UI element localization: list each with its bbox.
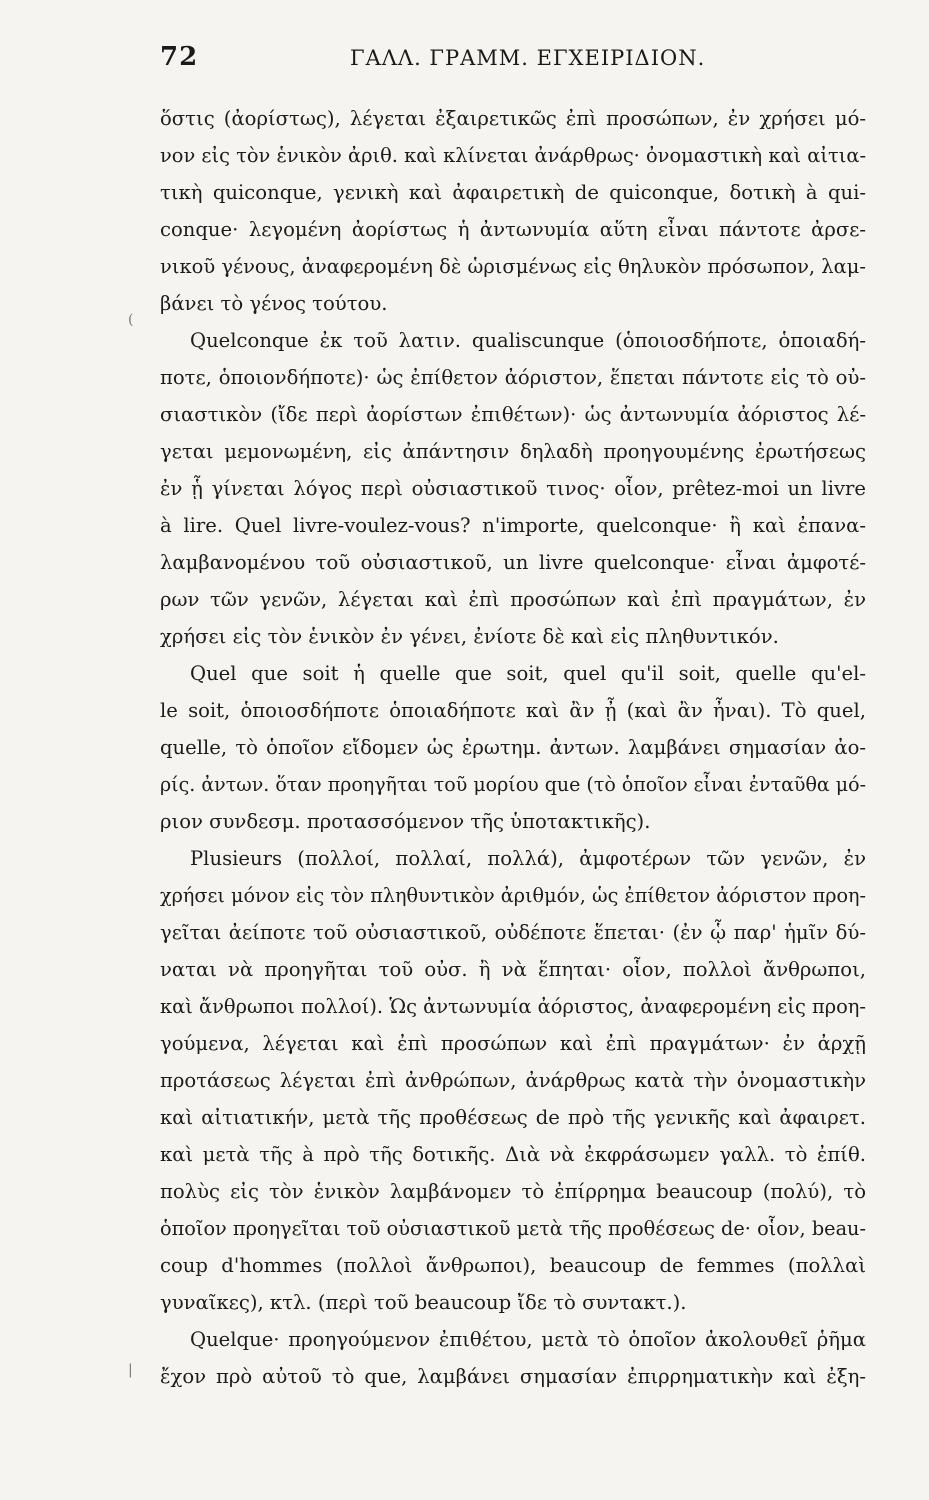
text-line: ὁποῖον προηγεῖται τοῦ οὐσιαστικοῦ μετὰ τῆς προθέσεως de· οἷον, beau- <box>160 1217 866 1240</box>
text-line: σιαστικὸν (ἴδε περὶ ἀορίστων ἐπιθέτων)· ὡς ἀντωνυμία ἀόριστος λέ- <box>160 403 866 426</box>
text-line: coup d'hommes (πολλοὶ ἄνθρωποι), beaucoup de femmes (πολλαὶ <box>160 1254 866 1277</box>
text-line: καὶ μετὰ τῆς à πρὸ τῆς δοτικῆς. Διὰ νὰ ἐκφράσωμεν γαλλ. τὸ ἐπίθ. <box>160 1143 866 1166</box>
text-line: τικὴ quiconque, γενικὴ καὶ ἀφαιρετικὴ de quiconque, δοτικὴ à qui- <box>160 181 866 204</box>
text-line: βάνει τὸ γένος τούτου. <box>160 292 388 315</box>
text-line: γυναῖκες), κτλ. (περὶ τοῦ beaucoup ἴδε τὸ συντακτ.). <box>160 1291 687 1314</box>
text-line: ἔχον πρὸ αὐτοῦ τὸ que, λαμβάνει σημασίαν ἐπιρρηματικὴν καὶ ἐξη- <box>160 1365 866 1388</box>
text-line: ἐν ᾗ γίνεται λόγος περὶ οὐσιαστικοῦ τινος· οἷον, prêtez-moi un livre <box>160 477 866 500</box>
text-line: ρων τῶν γενῶν, λέγεται καὶ ἐπὶ προσώπων καὶ ἐπὶ πραγμάτων, ἐν <box>160 588 866 611</box>
text-line: Plusieurs (πολλοί, πολλαί, πολλά), ἀμφοτέρων τῶν γενῶν, ἐν <box>190 847 866 870</box>
text-line: καὶ ἄνθρωποι πολλοί). Ὡς ἀντωνυμία ἀόριστος, ἀναφερομένη εἰς προη- <box>160 995 866 1018</box>
text-line: γούμενα, λέγεται καὶ ἐπὶ προσώπων καὶ ἐπὶ πραγμάτων· ἐν ἀρχῇ <box>160 1032 866 1055</box>
page-header <box>160 42 860 82</box>
text-line: πολὺς εἰς τὸν ἑνικὸν λαμβάνομεν τὸ ἐπίρρημα beaucoup (πολύ), τὸ <box>160 1180 866 1203</box>
text-line: ποτε, ὁποιονδήποτε)· ὡς ἐπίθετον ἀόριστον, ἕπεται πάντοτε εἰς τὸ οὐ- <box>160 366 866 389</box>
text-line: ναται νὰ προηγῆται τοῦ οὐσ. ἢ νὰ ἕπηται· οἷον, πολλοὶ ἄνθρωποι, <box>160 958 866 981</box>
margin-mark: | <box>128 1362 133 1378</box>
page-number: 72 <box>160 42 199 72</box>
text-line: le soit, ὁποιοσδήποτε ὁποιαδήποτε καὶ ἂν ᾖ (καὶ ἂν ἦναι). Τὸ quel, <box>160 699 866 722</box>
text-line: quelle, τὸ ὁποῖον εἴδομεν ὡς ἐρωτημ. ἀντων. λαμβάνει σημασίαν ἀο- <box>160 736 866 759</box>
text-line: ὅστις (ἀορίστως), λέγεται ἐξαιρετικῶς ἐπὶ προσώπων, ἐν χρήσει μό- <box>160 107 866 130</box>
text-line: λαμβανομένου τοῦ οὐσιαστικοῦ, un livre quelconque· εἶναι ἀμφοτέ- <box>160 551 866 574</box>
margin-mark: ( <box>128 312 134 328</box>
text-line: Quel que soit ἡ quelle que soit, quel qu'il soit, quelle qu'el- <box>190 662 866 685</box>
text-line: καὶ αἰτιατικήν, μετὰ τῆς προθέσεως de πρὸ τῆς γενικῆς καὶ ἀφαιρετ. <box>160 1106 866 1129</box>
body-text <box>160 100 866 1395</box>
text-line: conque· λεγομένη ἀορίστως ἡ ἀντωνυμία αὕτη εἶναι πάντοτε ἀρσε- <box>160 218 866 241</box>
text-line: γεται μεμονωμένη, εἰς ἀπάντησιν δηλαδὴ προηγουμένης ἐρωτήσεως <box>160 440 866 463</box>
text-line: γεῖται ἀείποτε τοῦ οὐσιαστικοῦ, οὐδέποτε ἕπεται· (ἐν ᾧ παρ' ἡμῖν δύ- <box>160 921 866 944</box>
text-line: προτάσεως λέγεται ἐπὶ ἀνθρώπων, ἀνάρθρως κατὰ τὴν ὀνομαστικὴν <box>160 1069 866 1092</box>
text-line: χρήσει εἰς τὸν ἑνικὸν ἐν γένει, ἐνίοτε δὲ καὶ εἰς πληθυντικόν. <box>160 625 779 648</box>
text-line: Quelque· προηγούμενον ἐπιθέτου, μετὰ τὸ ὁποῖον ἀκολουθεῖ ῥῆμα <box>190 1328 866 1351</box>
text-line: ρίς. ἀντων. ὅταν προηγῆται τοῦ μορίου que (τὸ ὁποῖον εἶναι ἐνταῦθα μό- <box>160 773 866 796</box>
text-line: à lire. Quel livre-voulez-vous? n'importe, quelconque· ἢ καὶ ἐπανα- <box>160 514 866 537</box>
text-line: νικοῦ γένους, ἀναφερομένη δὲ ὡρισμένως εἰς θηλυκὸν πρόσωπον, λαμ- <box>160 255 866 278</box>
running-title: ΓΑΛΛ. ΓΡΑΜΜ. ΕΓΧΕΙΡΙΔΙΟΝ. <box>350 46 706 70</box>
text-line: ριον συνδεσμ. προτασσόμενον τῆς ὑποτακτικῆς). <box>160 810 651 833</box>
text-line: Quelconque ἐκ τοῦ λατιν. qualiscunque (ὁποιοσδήποτε, ὁποιαδή- <box>190 329 866 352</box>
text-line: νον εἰς τὸν ἑνικὸν ἀριθ. καὶ κλίνεται ἀνάρθρως· ὀνομαστικὴ καὶ αἰτια- <box>160 144 866 167</box>
text-line: χρήσει μόνον εἰς τὸν πληθυντικὸν ἀριθμόν, ὡς ἐπίθετον ἀόριστον προη- <box>160 884 866 907</box>
